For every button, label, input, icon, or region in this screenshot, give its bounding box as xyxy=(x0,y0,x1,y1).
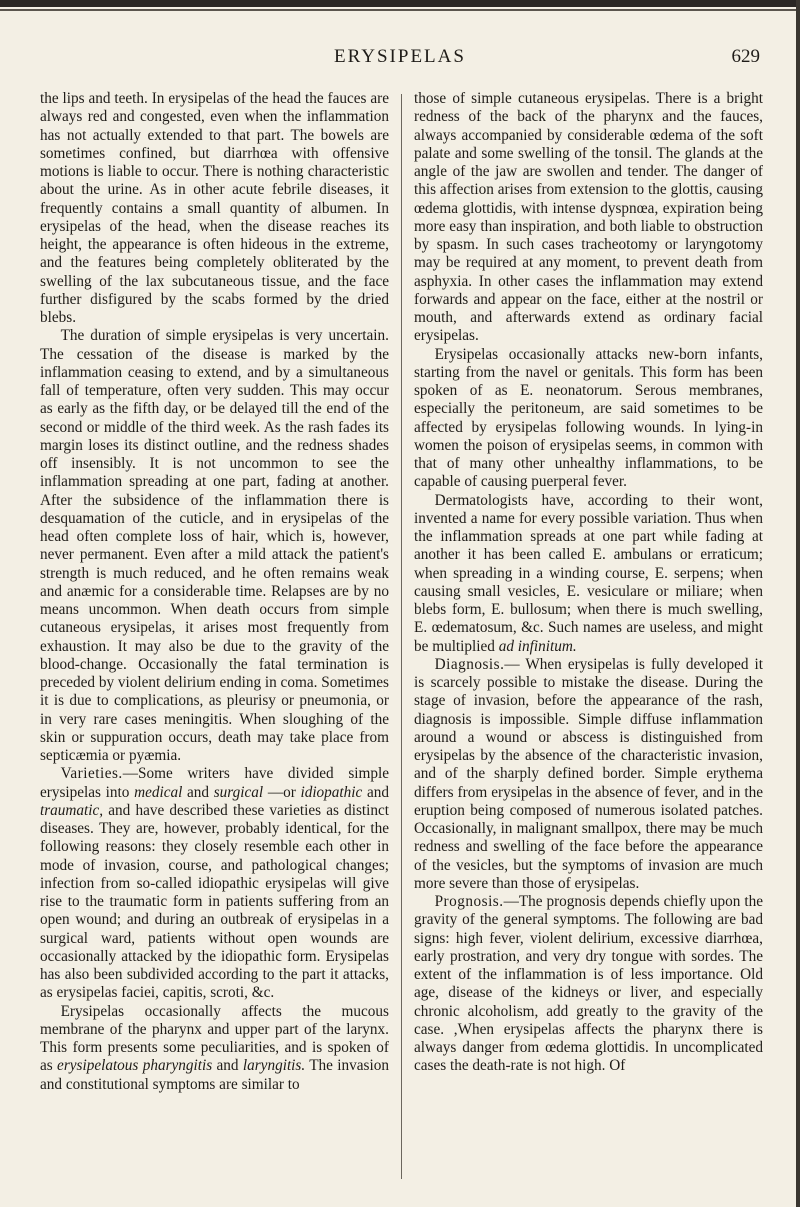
text-columns xyxy=(40,90,763,1190)
paragraph-mucous-membrane xyxy=(40,1003,389,1094)
term-idiopathic: idiopathic xyxy=(300,783,363,801)
paragraph-prognosis xyxy=(414,893,763,1076)
paragraph-symptoms-cont: the lips and teeth. In erysipelas of the head the fauces are always red and congested, even when the inflammation has not actually extended to that part. The bowels are sometimes confined, but diarrhœa with offensive motions is liable to occur. There is nothing characteristic about the urine. As in other acute febrile diseases, it frequently contains a small quantity of albumen. In erysipelas of the head, when the disease reaches its height, the appearance is often hideous in the extreme, and the features being completely obliterated by the swelling of the lax subcutaneous tissue, and the face further disfigured by the scabs formed by the dried blebs. xyxy=(40,90,389,326)
section-heading-varieties: Varieties. xyxy=(60,765,123,783)
right-column xyxy=(414,90,763,1076)
left-column xyxy=(40,90,389,1094)
running-title: ERYSIPELAS xyxy=(334,46,466,67)
paragraph-diagnosis xyxy=(414,656,763,893)
right-page-edge xyxy=(796,0,800,1207)
term-laryngitis: laryngitis. xyxy=(242,1057,306,1075)
term-traumatic: traumatic, xyxy=(40,801,104,819)
varieties-text-d: and xyxy=(362,783,389,801)
term-ad-infinitum: ad infinitum. xyxy=(498,637,577,655)
page-number: 629 xyxy=(731,46,760,67)
section-heading-diagnosis: Diagnosis. xyxy=(434,655,505,673)
mucous-text-c: The invasion and constitutional symptoms are similar to xyxy=(40,1057,389,1093)
running-head xyxy=(0,44,800,74)
prognosis-text: —The prognosis depends chiefly upon the gravity of the general symptoms. The following are bad signs: high fever, violent delirium, excessive diarrhœa, early prostration, and very dry tongue with sordes. The extent of the inflammation is of less importance. Old age, disease of the kidneys or liver, and especially chronic alcoholism, add greatly to the gravity of the case. ,When erysipelas affects the pharynx there is always danger from œdema glottidis. In uncomplicated cases the death-rate is not high. Of xyxy=(414,893,763,1075)
varieties-text-e: and have described these varieties as distinct diseases. They are, however, probably identical, for the following reasons: they closely resemble each other in mode of invasion, course, and pathological changes; infection from so-called idiopathic erysipelas will give rise to the traumatic form in patients suffering from an open wound; and during an outbreak of erysipelas in a surgical ward, patients without open wounds are occasionally attacked by the idiopathic form. Erysipelas has also been subdivided according to the part it attacks, as erysipelas faciei, capitis, scroti, &c. xyxy=(40,801,389,1002)
paragraph-duration: The duration of simple erysipelas is very uncertain. The cessation of the disease is marked by the inflammation ceasing to extend, and by a simultaneous fall of temperature, often very sudden. This may occur as early as the fifth day, or be delayed till the end of the second or middle of the third week. As the rash fades its margin loses its distinct outline, and the redness shades off insensibly. It is not uncommon to see the inflammation spreading at one part, fading at another. After the subsidence of the inflammation there is desquamation of the cuticle, and in erysipelas of the head often complete loss of hair, which is, however, never permanent. Even after a mild attack the patient's strength is much reduced, and he often remains weak and anæmic for a considerable time. Relapses are by no means uncommon. When death occurs from simple cutaneous erysipelas, it arises most frequently from exhaustion. It may also be due to the gravity of the blood-change. Occasionally the fatal termination is preceded by violent delirium ending in coma. Sometimes it is due to complications, as pleurisy or pneumonia, or in very rare cases meningitis. When sloughing of the skin or suppuration occurs, death may take place from septicæmia or pyæmia. xyxy=(40,327,389,764)
term-surgical: surgical xyxy=(213,783,264,801)
paragraph-dermatologists xyxy=(414,492,763,656)
varieties-text-a: —Some writers have divided simple erysipelas into xyxy=(40,765,389,801)
top-border-rule xyxy=(0,0,800,7)
term-medical: medical xyxy=(134,783,183,801)
top-thin-rule xyxy=(0,9,800,11)
term-erysipelatous-pharyngitis: erysipelatous pharyngitis xyxy=(57,1057,213,1075)
varieties-text-b: and xyxy=(182,783,214,801)
section-heading-prognosis: Prognosis. xyxy=(434,893,504,910)
dermatologists-text: Dermatologists have, according to their wont, invented a name for every possible variation. Thus when the inflammation spreads at one part while fading at another it has been called E. ambulans or erraticum; when spreading in a winding course, E. serpens; when causing small vesicles, E. vesiculare or miliare; when blebs form, E. bullosum; when there is much swelling, E. œdematosum, &c. Such names are useless, and might be multiplied xyxy=(414,491,763,655)
paragraph-pharynx-cont: those of simple cutaneous erysipelas. There is a bright redness of the back of the pharynx and the fauces, always accompanied by considerable œdema of the soft palate and some swelling of the tonsil. The glands at the angle of the jaw are swollen and tender. The danger of this affection arises from extension to the glottis, causing œdema glottidis, with intense dyspnœa, expiration being more easy than inspiration, and both liable to obstruction by spasm. In such cases tracheotomy or laryngotomy may be required at any moment, to prevent death from asphyxia. In other cases the inflammation may extend forwards and appear on the face, either at the nostril or mouth, and afterwards extend as ordinary facial erysipelas. xyxy=(414,90,763,345)
mucous-text-a: Erysipelas occasionally affects the mucous membrane of the pharynx and upper part of the larynx. This form presents some peculiarities, and is spoken of as xyxy=(40,1002,389,1075)
varieties-text-c: —or xyxy=(263,783,301,801)
diagnosis-text: — When erysipelas is fully developed it is scarcely possible to mistake the disease. During the stage of invasion, before the appearance of the rash, diagnosis is impossible. Simple diffuse inflammation around a wound or abscess is distinguished from erysipelas by the absence of the characteristic invasion, and of the sharply defined border. Simple erythema differs from erysipelas in the absence of fever, and in the eruption being composed of numerous isolated patches. Occasionally, in malignant smallpox, there may be much redness and swelling of the face before the appearance of the vesicles, but the symptoms of invasion are much more severe than those of erysipelas. xyxy=(414,655,763,892)
column-divider xyxy=(401,94,402,1179)
paragraph-new-born: Erysipelas occasionally attacks new-born infants, starting from the navel or genitals. This form has been spoken of as E. neonatorum. Serous membranes, especially the peritoneum, are said sometimes to be affected by erysipelas following wounds. In lying-in women the poison of erysipelas seems, in common with that of many other unhealthy inflammations, to be capable of causing puerperal fever. xyxy=(414,345,763,491)
mucous-text-b: and xyxy=(212,1057,243,1075)
paragraph-varieties xyxy=(40,765,389,1002)
